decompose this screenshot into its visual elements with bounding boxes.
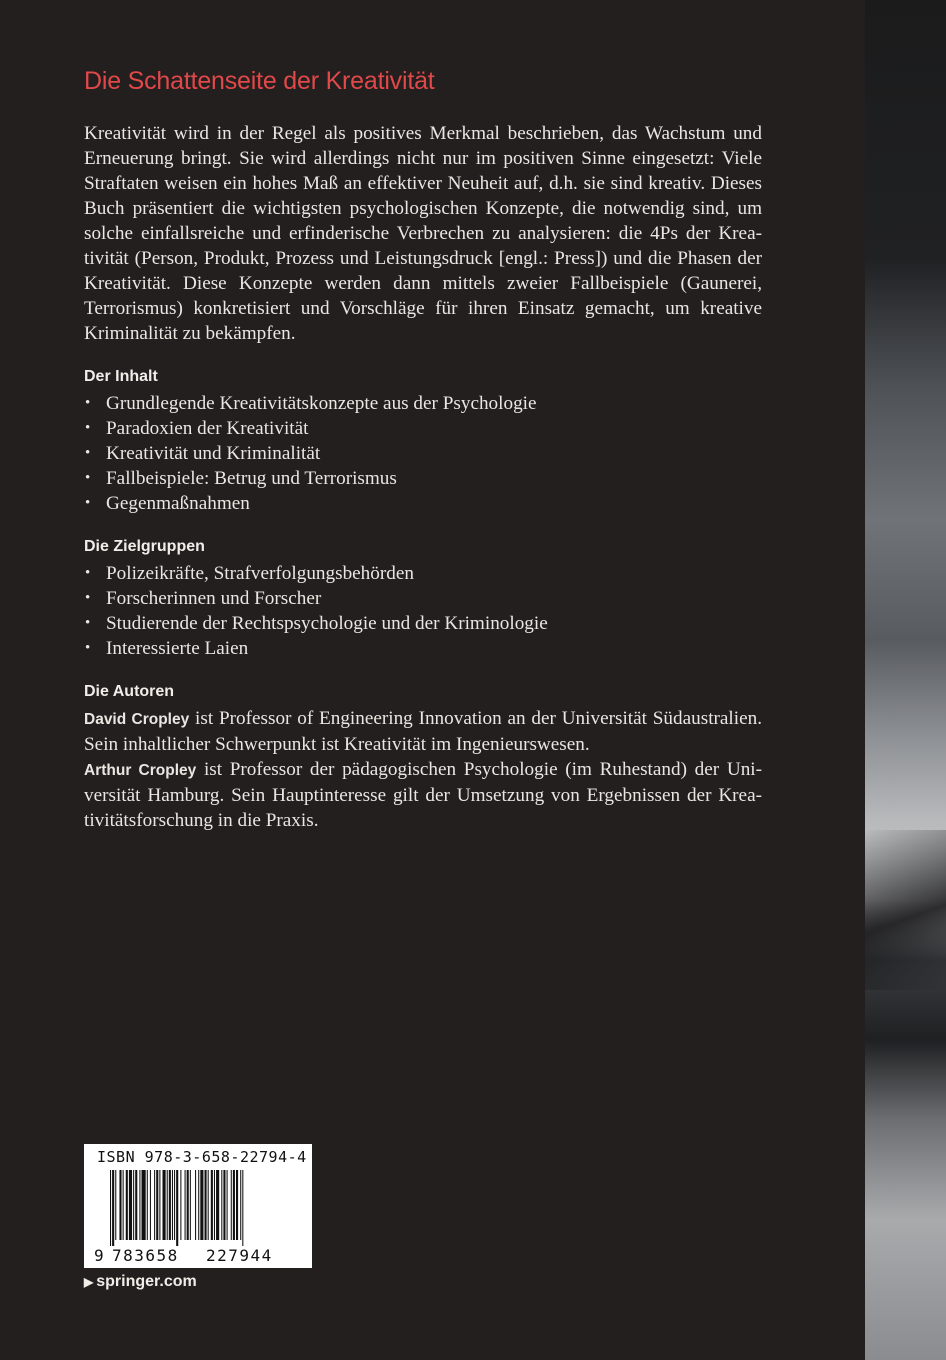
barcode-bar [174, 1170, 175, 1240]
barcode-bar [242, 1170, 243, 1246]
barcode-digit-prefix: 9 [94, 1246, 104, 1265]
section-heading-inhalt: Der Inhalt [84, 368, 158, 385]
barcode-bar [180, 1170, 181, 1240]
section-heading-autoren: Die Autoren [84, 683, 175, 700]
barcode-bar [172, 1170, 173, 1240]
barcode-digits-left: 783658 [112, 1246, 179, 1265]
arrow-right-icon: ▶ [84, 1275, 94, 1289]
barcode-bar [185, 1170, 186, 1240]
barcode-bar [169, 1170, 171, 1240]
barcode-bar [236, 1170, 238, 1240]
list-item: • Fallbeispiele: Betrug und Terrorismus [85, 468, 397, 489]
barcode-bar [156, 1170, 158, 1240]
isbn-label: ISBN 978-3-658-22794-4 [97, 1148, 307, 1166]
author-name: David Cropley [84, 711, 190, 728]
barcode-graphic [84, 1144, 312, 1268]
zielgruppen-list [84, 561, 762, 661]
barcode-bar [135, 1170, 137, 1240]
barcode-bar [200, 1170, 203, 1240]
barcode-bar [240, 1170, 241, 1240]
barcode-bar [167, 1170, 168, 1240]
bullet-icon: • [85, 470, 91, 486]
barcode-bar [133, 1170, 134, 1240]
barcode-bar [231, 1170, 232, 1240]
barcode-bar [211, 1170, 213, 1240]
publisher-site: springer.com [96, 1273, 197, 1290]
author-name: Arthur Cropley [84, 762, 197, 779]
author-bio: ist Professor der pädagogischen Psychologie (im Ruhestand) der Universität Hamburg. Sein Hauptinteresse gilt der Umsetzung von Ergebnissen der Kreativitätsforschung in die Praxis. [84, 759, 763, 831]
publisher-link[interactable] [84, 1273, 197, 1291]
barcode-bar [195, 1170, 196, 1240]
barcode-bar [190, 1170, 191, 1240]
authors-paragraph [84, 706, 762, 833]
bullet-icon: • [85, 615, 91, 631]
list-item: • Grundlegende Kreativitätskonzepte aus der Psychologie [85, 393, 537, 414]
barcode-digits-right: 227944 [206, 1246, 273, 1265]
bullet-icon: • [85, 565, 91, 581]
barcode-bar [139, 1170, 140, 1240]
barcode-bar [205, 1170, 207, 1240]
bullet-icon: • [85, 640, 91, 656]
cover-photo-strip [865, 0, 946, 1360]
inhalt-list [84, 391, 762, 516]
blurb-paragraph: Kreativität wird in der Regel als positives Merkmal beschrieben, das Wachstum und Erneuerung bringt. Sie wird allerdings nicht nur im positiven Sinne eingesetzt: Viele Straftaten weisen ein hohes Maß an effektiver Neuheit auf, d.h. sie sind kreativ. Dieses Buch präsentiert die wichtigsten psychologischen Konzepte, die notwendig sind, um solche einfallsreiche und erfinderische Verbrechen zu analysieren: die 4Ps der Kreativität (Person, Produkt, Prozess und Leistungsdruck [engl.: Press]) und die Phasen der Kreativität. Diese Konzepte werden dann mittels zweier Fallbeispiele (Gaunerei, Terrorismus) konkretisiert und Vorschläge für ihren Einsatz gemacht, um kreative Kriminalität zu bekämpfen. [84, 123, 762, 344]
barcode-bar [159, 1170, 160, 1240]
list-item: • Kreativität und Kriminalität [85, 443, 321, 464]
barcode-bar [142, 1170, 146, 1240]
barcode-bar [221, 1170, 222, 1240]
bullet-icon: • [85, 420, 91, 436]
bullet-icon: • [85, 395, 91, 411]
barcode-bar [110, 1170, 111, 1246]
barcode-bar [163, 1170, 166, 1240]
barcode-bar [129, 1170, 132, 1240]
barcode-bar [223, 1170, 225, 1240]
barcode-bar [187, 1170, 189, 1240]
barcode-bar [208, 1170, 209, 1240]
barcode-bar [123, 1170, 124, 1240]
bullet-icon: • [85, 590, 91, 606]
isbn-barcode [84, 1144, 312, 1268]
barcode-bar [147, 1170, 148, 1240]
barcode-bar [115, 1170, 116, 1240]
barcode-bar [214, 1170, 215, 1240]
list-item: • Gegenmaßnahmen [85, 493, 250, 514]
barcode-bar [154, 1170, 155, 1240]
barcode-bar [119, 1170, 121, 1240]
barcode-bar [198, 1170, 199, 1240]
fabric-fold [865, 830, 946, 990]
list-item: • Studierende der Rechtspsychologie und der Kriminologie [85, 613, 548, 634]
list-item: • Polizeikräfte, Strafverfolgungsbehörden [85, 563, 414, 584]
bullet-icon: • [85, 445, 91, 461]
barcode-bar [126, 1170, 128, 1240]
list-item: • Paradoxien der Kreativität [85, 418, 309, 439]
barcode-bar [150, 1170, 151, 1240]
barcode-bar [112, 1170, 114, 1246]
bullet-icon: • [85, 495, 91, 511]
section-heading-zielgruppen: Die Zielgruppen [84, 538, 205, 555]
list-item: • Forscherinnen und Forscher [85, 588, 322, 609]
author-bio: ist Professor of Engineering Innovation an der Universität Südaustralien. Sein inhaltlicher Schwerpunkt ist Kreativität im Ingenieurswesen. [84, 708, 762, 755]
barcode-bar [227, 1170, 228, 1240]
barcode-bar [176, 1170, 178, 1246]
back-cover-content [84, 64, 762, 833]
list-item: • Interessierte Laien [85, 638, 249, 659]
book-title: Die Schattenseite der Kreativität [84, 67, 435, 95]
barcode-bar [233, 1170, 235, 1240]
barcode-bar [216, 1170, 219, 1240]
